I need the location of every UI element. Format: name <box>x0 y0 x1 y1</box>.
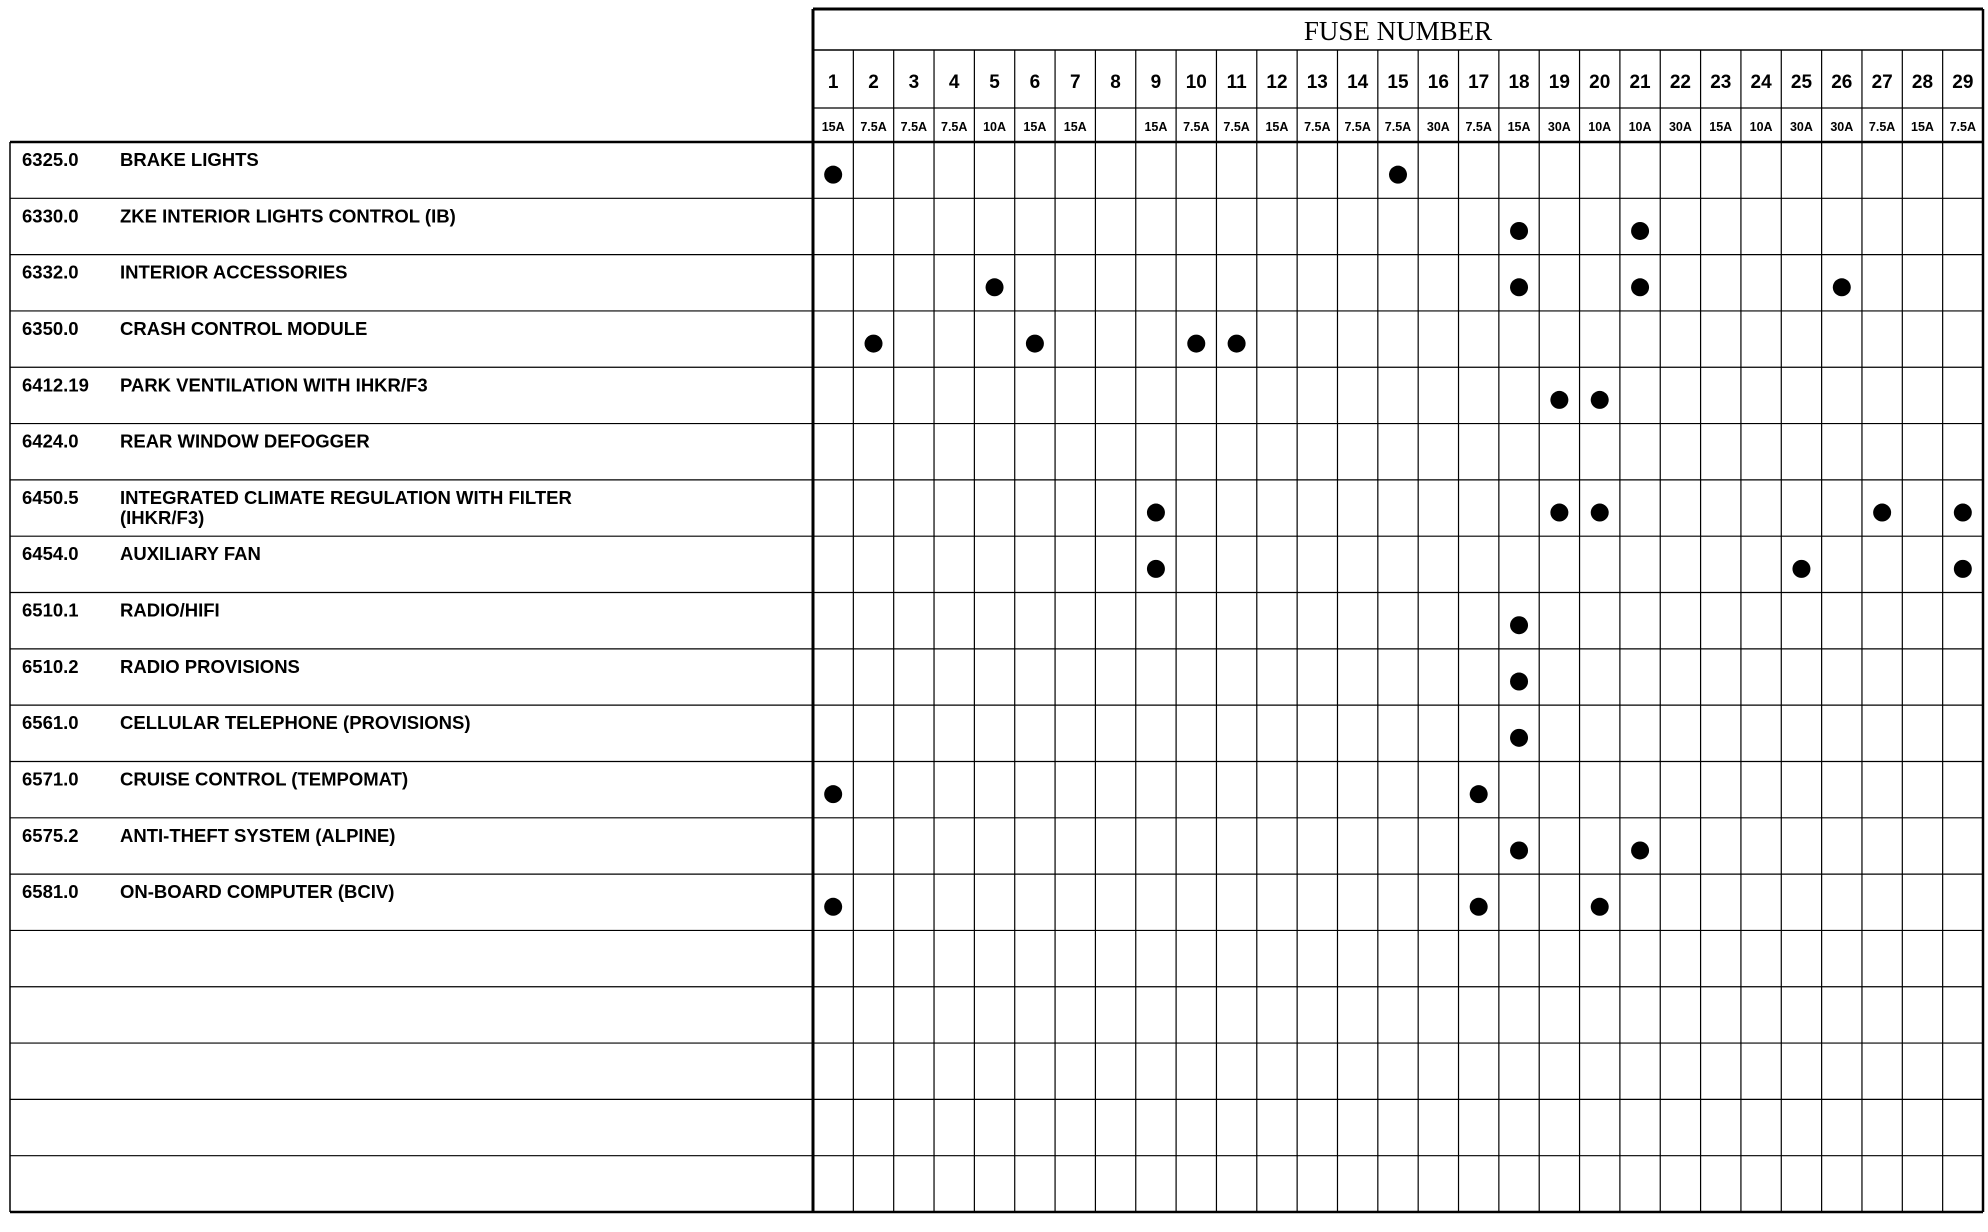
fuse-dot <box>1147 560 1165 578</box>
fuse-rating: 10A <box>1588 120 1612 134</box>
fuse-dot <box>986 278 1004 296</box>
fuse-dot <box>865 335 883 353</box>
circuit-description: REAR WINDOW DEFOGGER <box>120 430 370 452</box>
fuse-dot <box>1510 222 1528 240</box>
fuse-number: 7 <box>1069 72 1081 93</box>
fuse-rating: 30A <box>1789 120 1813 134</box>
fuse-dot <box>1510 278 1528 296</box>
circuit-code: 6325.0 <box>22 149 79 170</box>
fuse-rating: 30A <box>1426 120 1450 134</box>
fuse-rating: 15A <box>1507 120 1531 134</box>
fuse-number: 25 <box>1790 72 1813 93</box>
fuse-rating: 7.5A <box>1223 120 1250 134</box>
fuse-number: 29 <box>1952 72 1974 93</box>
fuse-rating: 30A <box>1547 120 1571 134</box>
fuse-rating: 10A <box>1628 120 1652 134</box>
fuse-number: 9 <box>1150 72 1162 93</box>
fuse-rating: 15A <box>1709 120 1733 134</box>
fuse-number: 24 <box>1750 72 1772 93</box>
fuse-rating: 15A <box>1063 120 1087 134</box>
fuse-number: 13 <box>1306 72 1328 93</box>
fuse-rating: 7.5A <box>941 120 968 134</box>
circuit-description: INTEGRATED CLIMATE REGULATION WITH FILTER <box>120 486 572 508</box>
circuit-code: 6350.0 <box>22 317 79 339</box>
fuse-dot <box>824 785 842 803</box>
circuit-description: ZKE INTERIOR LIGHTS CONTROL (IB) <box>120 205 456 227</box>
circuit-code: 6510.1 <box>22 599 79 621</box>
fuse-dot <box>1954 504 1972 522</box>
fuse-number: 11 <box>1226 72 1247 93</box>
fuse-rating: 7.5A <box>1949 120 1977 134</box>
fuse-dot <box>1833 278 1851 296</box>
fuse-dot <box>1470 785 1488 803</box>
fuse-number: 4 <box>948 72 960 93</box>
fuse-rating: 7.5A <box>1183 120 1210 134</box>
fuse-dot <box>1792 560 1810 578</box>
fuse-rating: 30A <box>1830 120 1854 134</box>
fuse-number: 14 <box>1347 72 1369 93</box>
fuse-rating: 7.5A <box>900 120 928 134</box>
circuit-description: (IHKR/F3) <box>120 506 205 528</box>
fuse-number: 2 <box>868 72 879 93</box>
fuse-number: 26 <box>1831 72 1853 93</box>
circuit-description: CRASH CONTROL MODULE <box>120 317 368 339</box>
circuit-description: CRUISE CONTROL (TEMPOMAT) <box>120 768 409 790</box>
fuse-number: 16 <box>1427 72 1449 93</box>
circuit-code: 6581.0 <box>22 881 79 903</box>
circuit-description: RADIO/HIFI <box>120 599 220 621</box>
fuse-rating: 7.5A <box>1384 120 1412 134</box>
fuse-rating: 7.5A <box>1304 120 1331 134</box>
fuse-number: 28 <box>1911 72 1934 93</box>
fuse-dot <box>1873 504 1891 522</box>
fuse-number: 12 <box>1266 72 1288 93</box>
fuse-dot <box>1631 222 1649 240</box>
circuit-code: 6330.0 <box>22 205 79 227</box>
fuse-number: 22 <box>1669 72 1691 93</box>
fuse-dot <box>1550 391 1568 409</box>
fuse-dot <box>1510 841 1528 859</box>
fuse-dot <box>1470 898 1488 916</box>
circuit-description: CELLULAR TELEPHONE (PROVISIONS) <box>120 712 471 734</box>
fuse-number: 18 <box>1508 72 1530 93</box>
fuse-number: 15 <box>1387 72 1409 93</box>
circuit-code: 6450.5 <box>22 486 79 508</box>
fuse-number: 23 <box>1710 72 1732 93</box>
circuit-description: INTERIOR ACCESSORIES <box>120 261 348 283</box>
fuse-dot <box>1591 391 1609 409</box>
fuse-dot <box>1591 898 1609 916</box>
fuse-rating: 15A <box>1144 120 1168 134</box>
fuse-dot <box>1954 560 1972 578</box>
fuse-rating: 30A <box>1668 120 1692 134</box>
circuit-description: ANTI-THEFT SYSTEM (ALPINE) <box>120 824 396 846</box>
fuse-rating: 7.5A <box>1465 120 1492 134</box>
circuit-code: 6454.0 <box>22 543 79 565</box>
circuit-code: 6424.0 <box>22 430 79 452</box>
fuse-number: 8 <box>1110 72 1121 93</box>
circuit-description: BRAKE LIGHTS <box>120 149 259 170</box>
fuse-dot <box>1631 841 1649 859</box>
fuse-dot <box>1389 166 1407 184</box>
circuit-code: 6412.19 <box>22 374 89 396</box>
circuit-description: RADIO PROVISIONS <box>120 655 300 677</box>
fuse-number: 27 <box>1871 72 1893 93</box>
fuse-dot <box>1228 335 1246 353</box>
circuit-code: 6332.0 <box>22 261 79 283</box>
fuse-number: 19 <box>1548 72 1570 93</box>
fuse-number: 3 <box>908 72 920 93</box>
fuse-dot <box>1147 504 1165 522</box>
circuit-description: AUXILIARY FAN <box>120 543 261 565</box>
fuse-number: 5 <box>989 72 1000 93</box>
fuse-dot <box>1510 729 1528 747</box>
circuit-code: 6571.0 <box>22 768 79 790</box>
fuse-rating: 10A <box>983 120 1007 134</box>
circuit-code: 6575.2 <box>22 824 79 846</box>
fuse-number: 20 <box>1589 72 1611 93</box>
circuit-description: ON-BOARD COMPUTER (BCIV) <box>120 881 395 903</box>
fuse-rating: 10A <box>1749 120 1773 134</box>
circuit-code: 6561.0 <box>22 712 79 734</box>
fuse-dot <box>1631 278 1649 296</box>
header-title: FUSE NUMBER <box>1303 16 1493 46</box>
fuse-rating: 15A <box>1023 120 1047 134</box>
fuse-rating: 7.5A <box>1344 120 1371 134</box>
fuse-rating: 7.5A <box>1868 120 1896 134</box>
fuse-dot <box>1591 504 1609 522</box>
fuse-rating: 15A <box>821 120 845 134</box>
fuse-number: 6 <box>1029 72 1041 93</box>
fuse-number: 1 <box>827 72 839 93</box>
fuse-dot <box>1026 335 1044 353</box>
fuse-dot <box>1187 335 1205 353</box>
fuse-number: 17 <box>1468 72 1490 93</box>
fuse-dot <box>1550 504 1568 522</box>
fuse-dot <box>1510 616 1528 634</box>
fuse-number: 21 <box>1629 72 1651 93</box>
fuse-dot <box>1510 673 1528 691</box>
circuit-description: PARK VENTILATION WITH IHKR/F3 <box>120 374 428 396</box>
fuse-dot <box>824 166 842 184</box>
fuse-rating: 15A <box>1265 120 1289 134</box>
fuse-number: 10 <box>1185 72 1207 93</box>
fuse-dot <box>824 898 842 916</box>
fuse-rating: 7.5A <box>860 120 887 134</box>
circuit-code: 6510.2 <box>22 655 79 677</box>
fuse-rating: 15A <box>1911 120 1934 134</box>
